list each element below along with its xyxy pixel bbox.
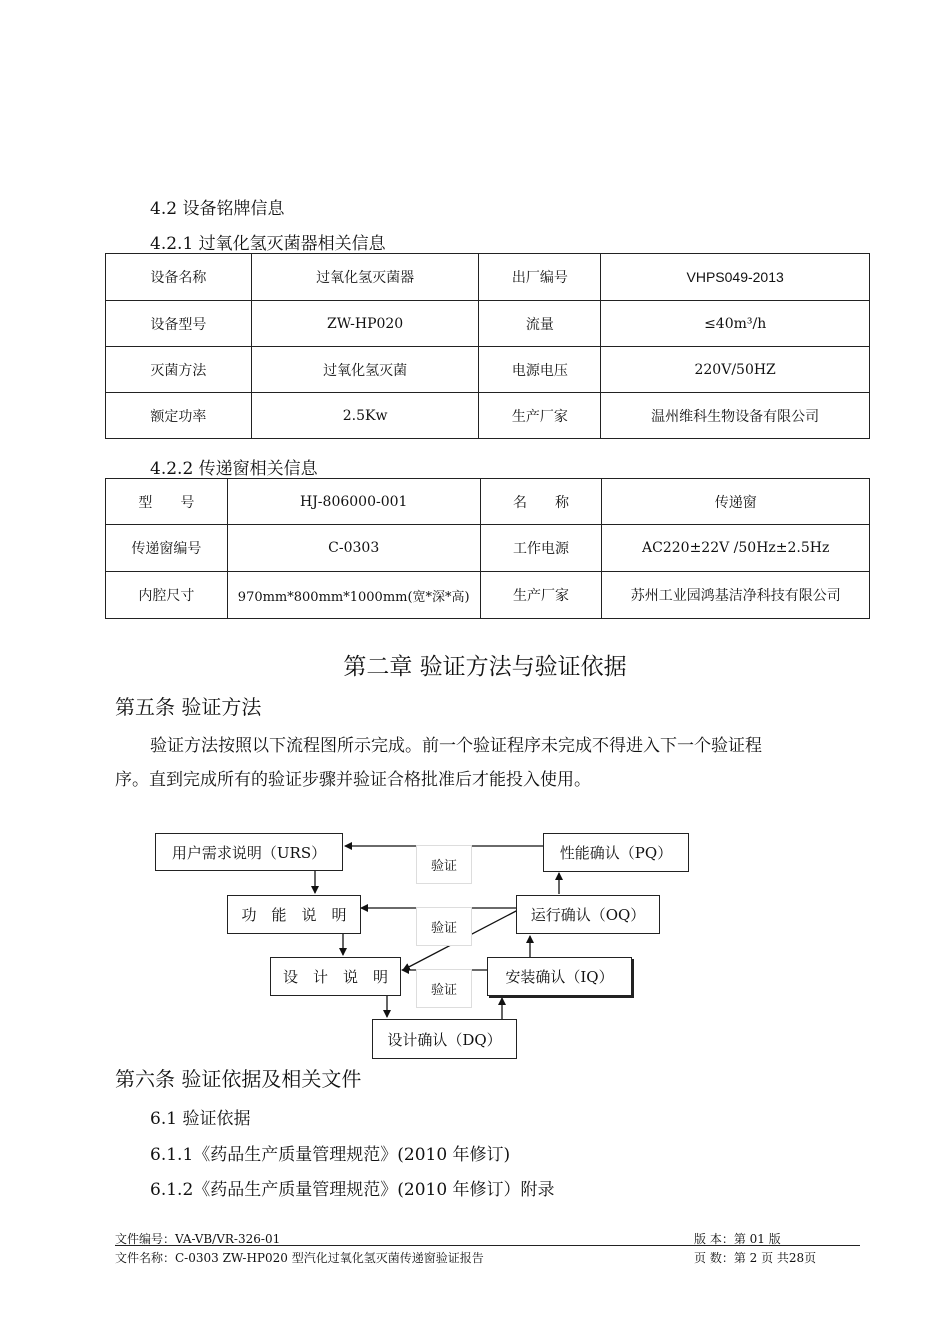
flow-node-pq: 性能确认（PQ） <box>543 833 689 872</box>
table-cell: 名 称 <box>480 479 602 525</box>
footer-version: 版 本：第 01 版 <box>694 1232 781 1246</box>
table-cell: 传递窗 <box>602 479 870 525</box>
footer-doc-number: 文件编号：VA-VB/VR-326-01 <box>115 1232 281 1246</box>
list-item: 6.1.2《药品生产质量管理规范》(2010 年修订）附录 <box>150 1180 555 1200</box>
list-item: 6.1.1《药品生产质量管理规范》(2010 年修订) <box>150 1145 511 1165</box>
table-cell: 额定功率 <box>106 393 252 439</box>
table-cell: C-0303 <box>227 525 480 572</box>
table-cell: 2.5Kw <box>251 393 479 439</box>
footer-page: 页 数：第 2 页 共28页 <box>694 1251 817 1265</box>
table-cell: 出厂编号 <box>479 254 601 301</box>
table-cell: 内腔尺寸 <box>106 572 228 619</box>
flow-node-iq: 安装确认（IQ） <box>487 957 632 996</box>
verify-label: 验证 <box>416 969 472 1008</box>
flow-node-design-spec: 设 计 说 明 <box>270 957 401 996</box>
verify-label: 验证 <box>416 907 472 946</box>
article-title: 第五条 验证方法 <box>115 695 262 719</box>
flow-node-dq: 设计确认（DQ） <box>372 1019 517 1059</box>
table-cell: AC220±22V /50Hz±2.5Hz <box>602 525 870 572</box>
table-cell: VHPS049-2013 <box>601 254 870 301</box>
table-cell: 传递窗编号 <box>106 525 228 572</box>
table-cell: 苏州工业园鸿基洁净科技有限公司 <box>602 572 870 619</box>
table-cell: 220V/50HZ <box>601 347 870 393</box>
table-cell: 设备名称 <box>106 254 252 301</box>
flow-node-urs: 用户需求说明（URS） <box>155 833 343 871</box>
table-cell: 生产厂家 <box>479 393 601 439</box>
table-cell: 设备型号 <box>106 301 252 347</box>
list-item: 6.1 验证依据 <box>150 1109 251 1129</box>
table-cell: 生产厂家 <box>480 572 602 619</box>
table-cell: 温州维科生物设备有限公司 <box>601 393 870 439</box>
section-title: 4.2 设备铭牌信息 <box>150 199 285 219</box>
table-cell: 型 号 <box>106 479 228 525</box>
table-cell: 工作电源 <box>480 525 602 572</box>
table-cell: 过氧化氢灭菌器 <box>251 254 479 301</box>
subsection-title: 4.2.2 传递窗相关信息 <box>150 459 318 479</box>
subsection-title: 4.2.1 过氧化氢灭菌器相关信息 <box>150 234 386 254</box>
verify-label: 验证 <box>416 845 472 884</box>
table-cell: HJ-806000-001 <box>227 479 480 525</box>
table-cell: 电源电压 <box>479 347 601 393</box>
article-title: 第六条 验证依据及相关文件 <box>115 1067 362 1091</box>
chapter-title: 第二章 验证方法与验证依据 <box>343 654 627 680</box>
table-cell: 流量 <box>479 301 601 347</box>
paragraph-line: 序。直到完成所有的验证步骤并验证合格批准后才能投入使用。 <box>115 770 591 790</box>
footer-divider <box>115 1245 860 1246</box>
footer-doc-name: 文件名称：C-0303 ZW-HP020 型汽化过氧化氢灭菌传递窗验证报告 <box>115 1251 484 1265</box>
table-cell: 灭菌方法 <box>106 347 252 393</box>
table-cell: 970mm*800mm*1000mm(宽*深*高) <box>227 572 480 619</box>
table-cell: ZW-HP020 <box>251 301 479 347</box>
table-cell: 过氧化氢灭菌 <box>251 347 479 393</box>
flow-node-oq: 运行确认（OQ） <box>516 895 660 934</box>
flow-node-functional-spec: 功 能 说 明 <box>227 895 361 934</box>
table-cell: ≤40m³/h <box>601 301 870 347</box>
paragraph-line: 验证方法按照以下流程图所示完成。前一个验证程序未完成不得进入下一个验证程 <box>150 736 762 756</box>
